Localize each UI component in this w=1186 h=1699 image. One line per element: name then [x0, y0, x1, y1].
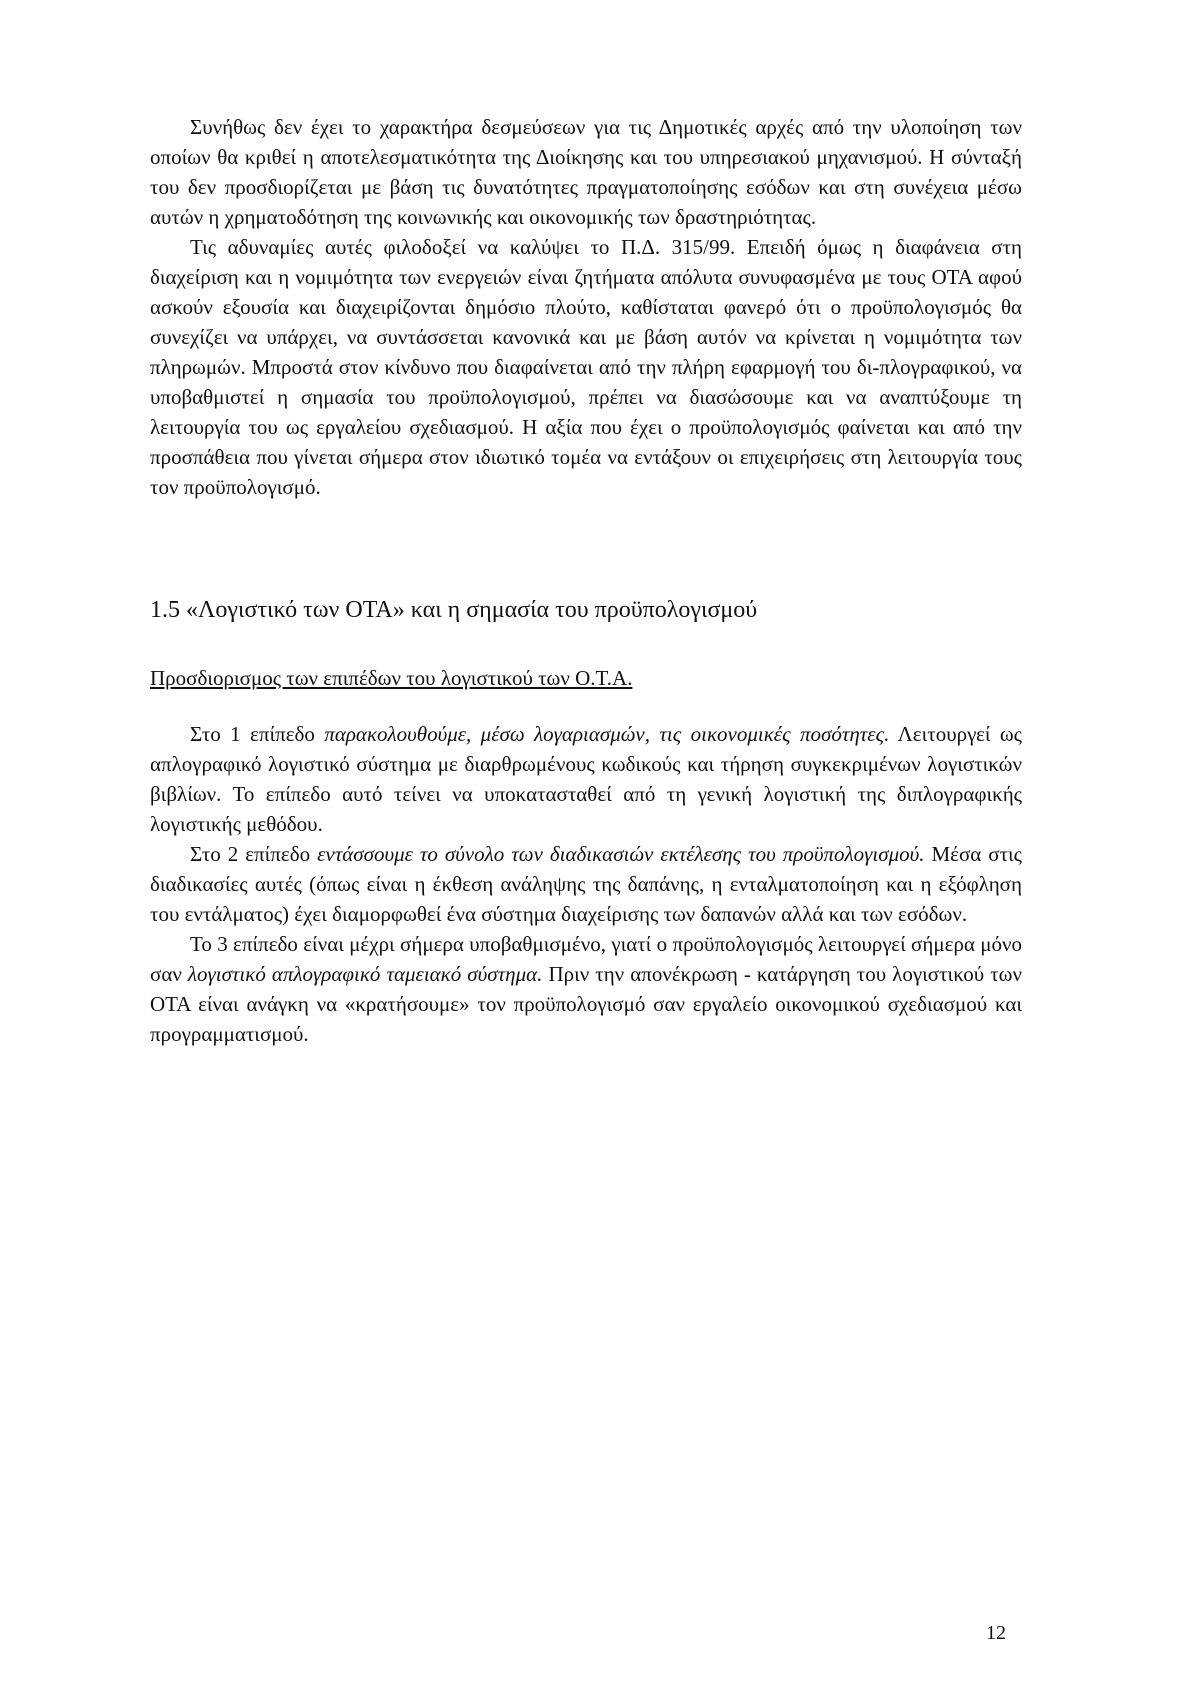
paragraph-2: Τις αδυναμίες αυτές φιλοδοξεί να καλύψει το Π.Δ. 315/99. Επειδή όμως η διαφάνεια στη διαχείριση και η νομιμότητα των ενεργειών είναι ζητήματα απόλυτα συνυφασμένα με τους ΟΤΑ αφού ασκούν εξουσία και διαχειρίζονται δημόσιο πλούτο, καθίσταται φανερό ότι ο προϋπολογισμός θα συνεχίζει να υπάρχει, να συντάσσεται κανονικά και με βάση αυτόν να κρίνεται η νομιμότητα των πληρωμών. Μπροστά στον κίνδυνο που διαφαίνεται από την πλήρη εφαρμογή του δι-πλογραφικού, να υποβαθμιστεί η σημασία του προϋπολογισμού, πρέπει να διασώσουμε και να αναπτύξουμε τη λειτουργία του ως εργαλείου σχεδιασμού. Η αξία που έχει ο προϋπολογισμός φαίνεται και από την προσπάθεια που γίνεται σήμερα στον ιδιωτικό τομέα να εντάξουν οι επιχειρήσεις στη λειτουργία τους τον προϋπολογισμό.: [150, 235, 1022, 499]
level-1-paragraph: [150, 719, 1022, 839]
level-2-body: Μέσα στις διαδικασίες αυτές (όπως είναι η έκθεση ανάληψης της δαπάνης, η ενταλματοποίηση και η εξόφληση του εντάλματος) έχει διαμορφωθεί ένα σύστημα διαχείρισης των δαπανών αλλά και των εσόδων.: [150, 842, 1023, 926]
level-2-lead: Στο 2 επίπεδο: [190, 842, 318, 866]
level-3-paragraph: [150, 929, 1022, 1049]
level-3-lead: Το 3 επίπεδο είναι μέχρι σήμερα υποβαθμισμένο, γιατί ο προϋπολογισμός λειτουργεί σήμερα μόνο σαν: [150, 932, 1022, 986]
level-2-emphasis: εντάσσουμε το σύνολο των διαδικασιών εκτέλεσης του προϋπολογισμού.: [317, 842, 925, 866]
level-3-body: Πριν την απονέκρωση - κατάργηση του λογιστικού των ΟΤΑ είναι ανάγκη να «κρατήσουμε» τον προϋπολογισμό σαν εργαλείο οικονομικού σχεδιασμού και προγραμματισμού.: [150, 962, 1022, 1046]
document-page: [150, 112, 1022, 1049]
section-heading: 1.5 «Λογιστικό των ΟΤΑ» και η σημασία του προϋπολογισμού: [150, 597, 758, 623]
level-1-lead: Στο 1 επίπεδο: [190, 722, 325, 746]
paragraph-1: Συνήθως δεν έχει το χαρακτήρα δεσμεύσεων για τις Δημοτικές αρχές από την υλοποίηση των οποίων θα κριθεί η αποτελεσματικότητα της Διοίκησης και του υπηρεσιακού μηχανισμού. Η σύνταξή του δεν προσδιορίζεται με βάση τις δυνατότητες πραγματοποίησης εσόδων και στη συνέχεια μέσω αυτών η χρηματοδότηση της κοινωνικής και οικονομικής των δραστηριότητας.: [150, 115, 1022, 229]
level-1-body: Λειτουργεί ως απλογραφικό λογιστικό σύστημα με διαρθρωμένους κωδικούς και τήρηση συγκεκριμένων λογιστικών βιβλίων. Το επίπεδο αυτό τείνει να υποκατασταθεί από τη γενική λογιστική της διπλογραφικής λογιστικής μεθόδου.: [150, 722, 1022, 836]
subheading: Προσδιορισμος των επιπέδων του λογιστικού των Ο.Τ.Α.: [150, 666, 633, 690]
page-number: 12: [986, 1622, 1006, 1644]
level-1-emphasis: παρακολουθούμε, μέσω λογαριασμών, τις οικονομικές ποσότητες.: [324, 722, 890, 746]
level-2-paragraph: [150, 839, 1022, 929]
level-3-emphasis: λογιστικό απλογραφικό ταμειακό σύστημα.: [187, 962, 543, 986]
